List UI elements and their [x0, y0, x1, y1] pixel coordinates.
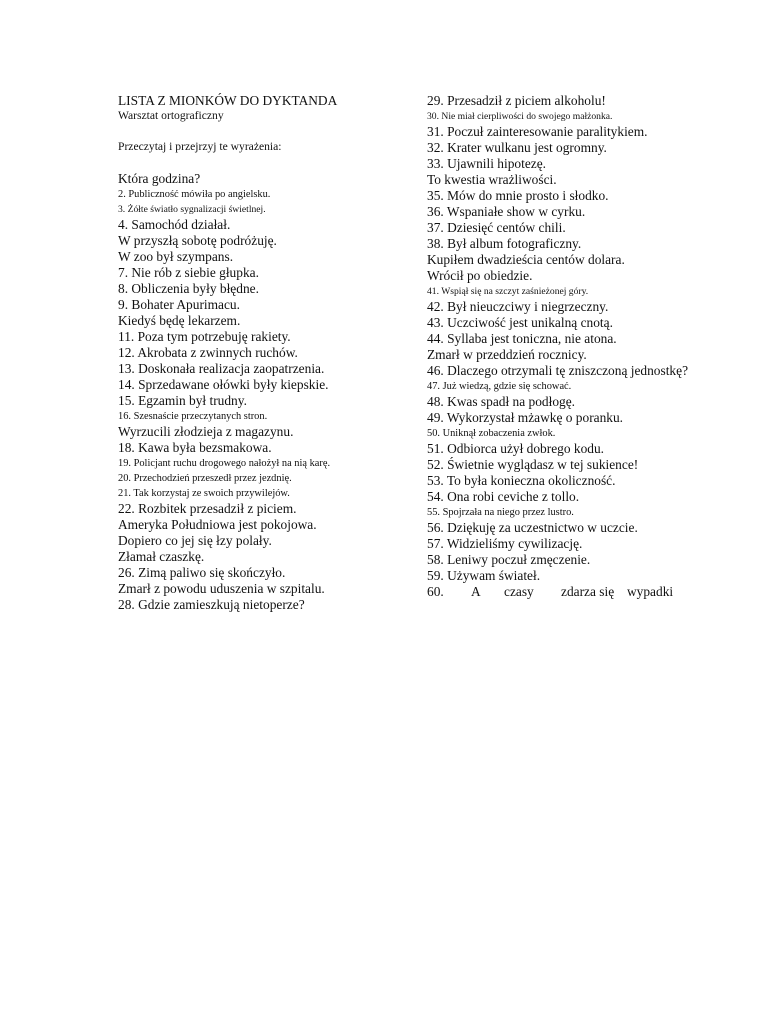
- phrase-line: 58. Leniwy poczuł zmęczenie.: [427, 552, 591, 567]
- phrase-line: 29. Przesadził z piciem alkoholu!: [427, 93, 606, 108]
- phrase-line: To kwestia wrażliwości.: [427, 172, 557, 187]
- phrase-line: 33. Ujawnili hipotezę.: [427, 156, 546, 171]
- phrase-60-word: wypadki: [627, 584, 674, 599]
- phrase-line: 36. Wspaniałe show w cyrku.: [427, 204, 586, 219]
- phrase-line: 31. Poczuł zainteresowanie paralitykiem.: [427, 124, 648, 139]
- phrase-line: 37. Dziesięć centów chili.: [427, 220, 566, 235]
- phrase-line: 30. Nie miał cierpliwości do swojego małżonka.: [427, 111, 613, 122]
- phrase-line: 57. Widzieliśmy cywilizację.: [427, 536, 583, 551]
- phrase-line: 22. Rozbitek przesadził z piciem.: [118, 501, 297, 516]
- phrase-line: 32. Krater wulkanu jest ogromny.: [427, 140, 607, 155]
- phrase-line: 20. Przechodzień przeszedł przez jezdnię.: [118, 473, 292, 484]
- phrase-line: Zmarł z powodu uduszenia w szpitalu.: [118, 581, 325, 596]
- phrase-60-word: zdarza się: [561, 584, 615, 599]
- left-column: [118, 93, 418, 613]
- phrase-line: 16. Szesnaście przeczytanych stron.: [118, 411, 268, 422]
- document-title: LISTA Z MIONKÓW DO DYKTANDA: [118, 93, 338, 108]
- phrase-line: 38. Był album fotograficzny.: [427, 236, 582, 251]
- phrase-line: Wyrzucili złodzieja z magazynu.: [118, 424, 294, 439]
- phrase-line: 52. Świetnie wyglądasz w tej sukience!: [427, 457, 639, 472]
- phrase-line: 3. Żółte światło sygnalizacji świetlnej.: [118, 204, 266, 215]
- phrase-line: 8. Obliczenia były błędne.: [118, 281, 259, 296]
- phrase-line: 51. Odbiorca użył dobrego kodu.: [427, 441, 605, 456]
- phrase-line: Wrócił po obiedzie.: [427, 268, 533, 283]
- phrase-line: 48. Kwas spadł na podłogę.: [427, 394, 576, 409]
- phrase-line: 28. Gdzie zamieszkują nietoperze?: [118, 597, 305, 612]
- phrase-line: Kupiłem dwadzieścia centów dolara.: [427, 252, 625, 267]
- phrase-60: [427, 584, 727, 600]
- right-column: [427, 93, 727, 600]
- phrase-line: 50. Uniknął zobaczenia zwłok.: [427, 428, 556, 439]
- phrase-line: Ameryka Południowa jest pokojowa.: [118, 517, 317, 532]
- phrase-line: 49. Wykorzystał mżawkę o poranku.: [427, 410, 624, 425]
- phrase-line: Która godzina?: [118, 171, 201, 186]
- phrase-line: 9. Bohater Apurimacu.: [118, 297, 240, 312]
- phrase-line: 54. Ona robi ceviche z tollo.: [427, 489, 580, 504]
- phrase-line: Złamał czaszkę.: [118, 549, 205, 564]
- phrase-line: 55. Spojrzała na niego przez lustro.: [427, 507, 574, 518]
- phrase-line: 15. Egzamin był trudny.: [118, 393, 247, 408]
- phrase-line: 2. Publiczność mówiła po angielsku.: [118, 189, 271, 200]
- phrase-line: 12. Akrobata z zwinnych ruchów.: [118, 345, 298, 360]
- right-phrase-list: [427, 93, 727, 584]
- phrase-line: 4. Samochód działał.: [118, 217, 231, 232]
- phrase-line: 18. Kawa była bezsmakowa.: [118, 440, 272, 455]
- instruction-text: Przeczytaj i przejrzyj te wyrażenia:: [118, 140, 282, 153]
- phrase-line: 42. Był nieuczciwy i niegrzeczny.: [427, 299, 609, 314]
- phrase-line: 47. Już wiedzą, gdzie się schować.: [427, 381, 572, 392]
- phrase-60-number: 60.: [427, 584, 444, 599]
- phrase-line: Dopiero co jej się łzy polały.: [118, 533, 272, 548]
- phrase-line: 46. Dlaczego otrzymali tę zniszczoną jednostkę?: [427, 363, 689, 378]
- phrase-60-word: czasy: [504, 584, 534, 599]
- phrase-line: 11. Poza tym potrzebuję rakiety.: [118, 329, 291, 344]
- phrase-line: 14. Sprzedawane ołówki były kiepskie.: [118, 377, 329, 392]
- phrase-line: 53. To była konieczna okoliczność.: [427, 473, 616, 488]
- phrase-line: 44. Syllaba jest toniczna, nie atona.: [427, 331, 617, 346]
- phrase-line: 35. Mów do mnie prosto i słodko.: [427, 188, 609, 203]
- phrase-line: 43. Uczciwość jest unikalną cnotą.: [427, 315, 613, 330]
- phrase-line: 13. Doskonała realizacja zaopatrzenia.: [118, 361, 325, 376]
- phrase-line: 7. Nie rób z siebie głupka.: [118, 265, 259, 280]
- phrase-60-word: A: [471, 584, 481, 599]
- phrase-line: 41. Wspiął się na szczyt zaśnieżonej góry.: [427, 286, 589, 297]
- phrase-line: Kiedyś będę lekarzem.: [118, 313, 241, 328]
- phrase-line: 59. Używam świateł.: [427, 568, 541, 583]
- phrase-line: W zoo był szympans.: [118, 249, 234, 264]
- left-phrase-list: [118, 171, 418, 613]
- phrase-line: 19. Policjant ruchu drogowego nałożył na nią karę.: [118, 458, 331, 469]
- phrase-line: 21. Tak korzystaj ze swoich przywilejów.: [118, 488, 290, 499]
- phrase-line: 26. Zimą paliwo się skończyło.: [118, 565, 286, 580]
- phrase-line: Zmarł w przeddzień rocznicy.: [427, 347, 587, 362]
- phrase-line: 56. Dziękuję za uczestnictwo w uczcie.: [427, 520, 638, 535]
- document-subtitle: Warsztat ortograficzny: [118, 109, 224, 122]
- phrase-line: W przyszłą sobotę podróżuję.: [118, 233, 277, 248]
